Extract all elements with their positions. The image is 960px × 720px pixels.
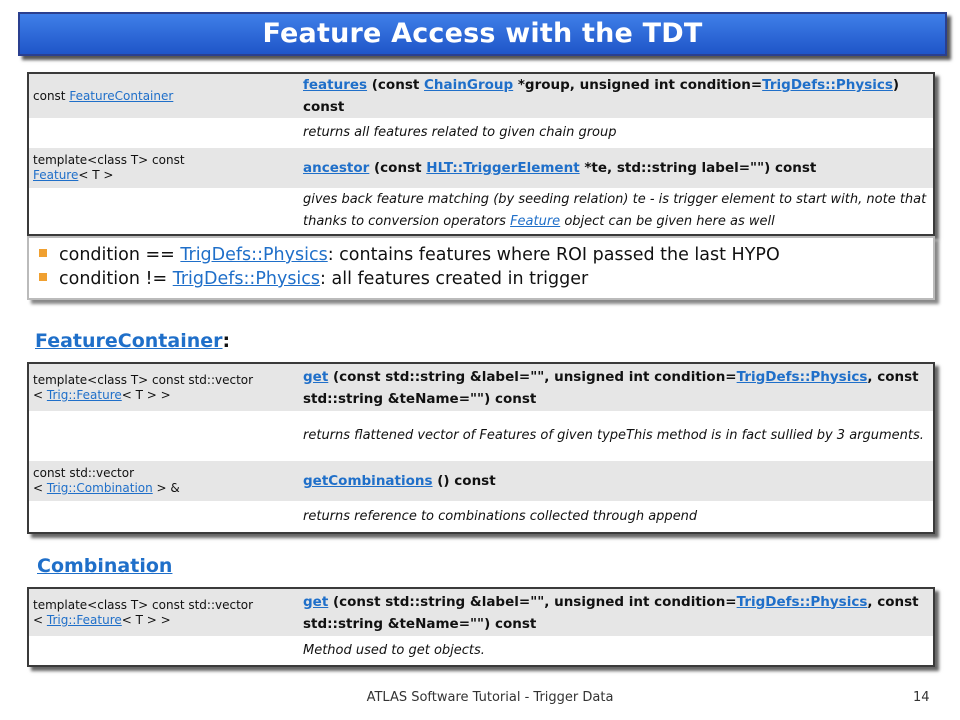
- bullet-text: : contains features where ROI passed the last HYPO: [327, 245, 780, 265]
- method-declaration: [298, 461, 934, 501]
- get-method-link[interactable]: get: [303, 368, 329, 385]
- method-description: returns all features related to given chain group: [303, 125, 617, 140]
- page-number: 14: [913, 690, 930, 705]
- return-type-text: <: [33, 481, 47, 495]
- return-type-text: const std::vector: [33, 466, 135, 480]
- args-text: *te, std::string label="") const: [579, 160, 817, 176]
- trig-combination-link[interactable]: Trig::Combination: [46, 481, 153, 495]
- combination-heading: [37, 555, 172, 577]
- trigdefs-physics-link[interactable]: TrigDefs::Physics: [172, 269, 321, 289]
- return-type-text: const: [33, 88, 70, 103]
- method-declaration: [298, 73, 934, 118]
- slide-title: Feature Access with the TDT: [262, 18, 703, 49]
- heading-colon: :: [222, 330, 231, 352]
- features-method-link[interactable]: features: [303, 77, 368, 93]
- list-item: [39, 267, 933, 291]
- chaingroup-link[interactable]: ChainGroup: [424, 77, 514, 93]
- featurecontainer-link[interactable]: FeatureContainer: [69, 88, 174, 103]
- args-text: ) const: [303, 77, 900, 115]
- args-text: (const std::string &label="", unsigned int condition=: [328, 368, 737, 385]
- method-description: returns reference to combinations collected through append: [303, 508, 698, 524]
- return-type-text: > &: [152, 481, 180, 495]
- return-type-cell: [28, 363, 298, 411]
- trigdefs-physics-link[interactable]: TrigDefs::Physics: [180, 245, 328, 265]
- return-type-cell: [28, 73, 298, 118]
- method-declaration: [298, 148, 934, 188]
- args-text: , const std::string &teName="") const: [303, 368, 919, 407]
- args-text: (const: [367, 77, 425, 93]
- hlt-triggerelement-link[interactable]: HLT::TriggerElement: [426, 160, 580, 176]
- table-row: [28, 636, 934, 666]
- table-row: [28, 73, 934, 118]
- feature-link[interactable]: Feature: [33, 168, 79, 182]
- args-text: () const: [432, 473, 496, 489]
- return-type-text: < T > >: [121, 612, 171, 627]
- return-type-text: < T >: [78, 168, 114, 182]
- return-type-text: < T > >: [121, 387, 171, 402]
- method-declaration: [298, 588, 934, 636]
- table-row: [28, 461, 934, 501]
- tdt-methods-table: [27, 72, 935, 236]
- return-type-cell: [28, 588, 298, 636]
- method-description: Method used to get objects.: [303, 642, 485, 658]
- table-row: [28, 501, 934, 533]
- trigdefs-physics-link[interactable]: TrigDefs::Physics: [736, 593, 868, 610]
- table-row: [28, 588, 934, 636]
- title-banner: [18, 12, 947, 56]
- return-type-text: <: [33, 612, 47, 627]
- table-row: [28, 148, 934, 188]
- trigdefs-physics-link[interactable]: TrigDefs::Physics: [736, 368, 868, 385]
- args-text: (const: [369, 160, 427, 176]
- table-row: [28, 363, 934, 411]
- method-declaration: [298, 363, 934, 411]
- bullet-square-icon: [39, 273, 47, 281]
- combination-heading-link[interactable]: Combination: [37, 555, 173, 577]
- return-type-text: template<class T> const std::vector: [33, 597, 254, 612]
- return-type-text: <: [33, 387, 47, 402]
- bullet-text: : all features created in trigger: [320, 269, 589, 289]
- description-text: object can be given here as well: [560, 214, 775, 229]
- condition-notes: [27, 236, 935, 300]
- bullet-square-icon: [39, 249, 47, 257]
- return-type-cell: [28, 461, 298, 501]
- table-row: [28, 188, 934, 235]
- args-text: *group, unsigned int condition=: [513, 77, 763, 93]
- method-description: [298, 188, 934, 235]
- get-method-link[interactable]: get: [303, 593, 329, 610]
- return-type-text: template<class T> const: [33, 153, 185, 167]
- getcombinations-method-link[interactable]: getCombinations: [303, 473, 433, 489]
- combination-methods-table: [27, 587, 935, 667]
- ancestor-method-link[interactable]: ancestor: [303, 160, 370, 176]
- trig-feature-link[interactable]: Trig::Feature: [46, 387, 122, 402]
- list-item: [39, 243, 933, 267]
- trig-feature-link[interactable]: Trig::Feature: [46, 612, 122, 627]
- trigdefs-physics-link[interactable]: TrigDefs::Physics: [762, 77, 893, 93]
- footer-text: ATLAS Software Tutorial - Trigger Data: [366, 690, 614, 705]
- bullet-text: condition !=: [59, 269, 173, 289]
- args-text: , const std::string &teName="") const: [303, 593, 919, 632]
- method-description: returns flattened vector of Features of given typeThis method is in fact sullied by 3 arguments.: [303, 428, 924, 443]
- return-type-cell: [28, 148, 298, 188]
- args-text: (const std::string &label="", unsigned int condition=: [328, 593, 737, 610]
- table-row: [28, 411, 934, 461]
- featurecontainer-methods-table: [27, 362, 935, 534]
- description-text: gives back feature matching (by seeding relation) te - is trigger element to start with, note that thanks to conversion operators: [303, 192, 927, 229]
- featurecontainer-heading: [35, 330, 230, 352]
- return-type-text: template<class T> const std::vector: [33, 372, 254, 387]
- feature-link[interactable]: Feature: [510, 214, 561, 229]
- table-row: [28, 118, 934, 148]
- bullet-text: condition ==: [59, 245, 181, 265]
- featurecontainer-heading-link[interactable]: FeatureContainer: [35, 330, 223, 352]
